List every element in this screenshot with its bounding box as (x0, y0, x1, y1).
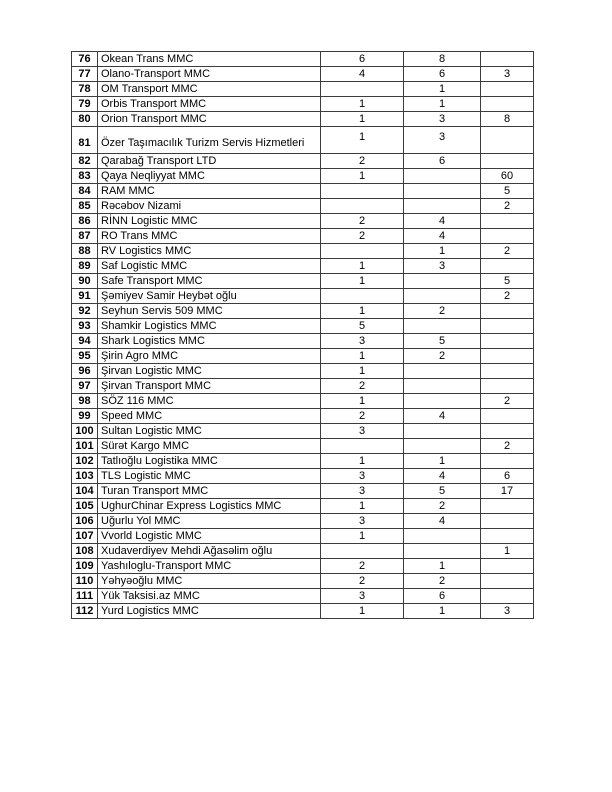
row-number-cell: 96 (72, 364, 98, 379)
row-number-cell: 108 (72, 544, 98, 559)
value-3-cell (481, 154, 534, 169)
company-name-cell: Şirvan Logistic MMC (98, 364, 321, 379)
value-3-cell: 2 (481, 289, 534, 304)
company-name-cell: Rəcəbov Nizami (98, 199, 321, 214)
value-2-cell: 1 (404, 244, 481, 259)
company-name-cell: Vvorld Logistic MMC (98, 529, 321, 544)
company-name-cell: Orion Transport MMC (98, 112, 321, 127)
value-1-cell: 4 (321, 67, 404, 82)
table-row (72, 604, 534, 619)
value-3-cell (481, 97, 534, 112)
company-name-cell: Tatlıoğlu Logistika MMC (98, 454, 321, 469)
value-1-cell: 2 (321, 379, 404, 394)
value-3-cell: 17 (481, 484, 534, 499)
company-name-cell: Okean Trans MMC (98, 52, 321, 67)
company-name-cell: Sultan Logistic MMC (98, 424, 321, 439)
row-number-cell: 99 (72, 409, 98, 424)
table-row (72, 319, 534, 334)
value-1-cell: 1 (321, 304, 404, 319)
row-number-cell: 89 (72, 259, 98, 274)
company-name-cell: Özer Taşımacılık Turizm Servis Hizmetleri (98, 127, 321, 154)
value-2-cell (404, 529, 481, 544)
value-1-cell (321, 439, 404, 454)
row-number-cell: 88 (72, 244, 98, 259)
company-name-cell: TLS Logistic MMC (98, 469, 321, 484)
table-row (72, 484, 534, 499)
row-number-cell: 94 (72, 334, 98, 349)
table-row (72, 229, 534, 244)
value-3-cell: 8 (481, 112, 534, 127)
value-3-cell: 3 (481, 67, 534, 82)
row-number-cell: 112 (72, 604, 98, 619)
value-3-cell (481, 409, 534, 424)
value-1-cell: 1 (321, 454, 404, 469)
table-row (72, 214, 534, 229)
table-row (72, 364, 534, 379)
value-3-cell (481, 454, 534, 469)
table-row (72, 112, 534, 127)
value-2-cell: 6 (404, 154, 481, 169)
value-3-cell (481, 52, 534, 67)
value-2-cell: 3 (404, 259, 481, 274)
value-1-cell: 1 (321, 169, 404, 184)
table-row (72, 544, 534, 559)
value-3-cell (481, 229, 534, 244)
value-2-cell (404, 289, 481, 304)
company-name-cell: SÖZ 116 MMC (98, 394, 321, 409)
value-1-cell: 6 (321, 52, 404, 67)
row-number-cell: 85 (72, 199, 98, 214)
value-2-cell (404, 544, 481, 559)
row-number-cell: 82 (72, 154, 98, 169)
value-1-cell: 5 (321, 319, 404, 334)
value-2-cell (404, 319, 481, 334)
company-name-cell: Uğurlu Yol MMC (98, 514, 321, 529)
value-3-cell: 1 (481, 544, 534, 559)
value-3-cell (481, 514, 534, 529)
value-3-cell (481, 559, 534, 574)
value-3-cell: 2 (481, 199, 534, 214)
table-row (72, 97, 534, 112)
row-number-cell: 100 (72, 424, 98, 439)
value-3-cell: 5 (481, 184, 534, 199)
value-3-cell (481, 82, 534, 97)
value-1-cell (321, 82, 404, 97)
table-row (72, 439, 534, 454)
value-2-cell: 1 (404, 604, 481, 619)
row-number-cell: 103 (72, 469, 98, 484)
value-2-cell: 1 (404, 97, 481, 112)
value-1-cell: 3 (321, 469, 404, 484)
value-2-cell: 4 (404, 469, 481, 484)
value-3-cell: 60 (481, 169, 534, 184)
row-number-cell: 111 (72, 589, 98, 604)
table-row (72, 82, 534, 97)
value-3-cell: 2 (481, 244, 534, 259)
row-number-cell: 93 (72, 319, 98, 334)
value-1-cell: 1 (321, 529, 404, 544)
table-row (72, 127, 534, 154)
value-2-cell (404, 364, 481, 379)
value-3-cell (481, 214, 534, 229)
value-1-cell: 1 (321, 259, 404, 274)
table-row (72, 334, 534, 349)
company-name-cell: RO Trans MMC (98, 229, 321, 244)
company-name-cell: Safe Transport MMC (98, 274, 321, 289)
row-number-cell: 90 (72, 274, 98, 289)
row-number-cell: 77 (72, 67, 98, 82)
value-3-cell (481, 379, 534, 394)
value-2-cell (404, 394, 481, 409)
value-2-cell (404, 184, 481, 199)
row-number-cell: 109 (72, 559, 98, 574)
value-2-cell: 6 (404, 67, 481, 82)
value-2-cell: 5 (404, 484, 481, 499)
row-number-cell: 81 (72, 127, 98, 154)
value-1-cell (321, 544, 404, 559)
table-row (72, 349, 534, 364)
value-1-cell: 1 (321, 604, 404, 619)
row-number-cell: 78 (72, 82, 98, 97)
company-name-cell: RV Logistics MMC (98, 244, 321, 259)
companies-table (71, 51, 534, 619)
company-name-cell: Orbis Transport MMC (98, 97, 321, 112)
value-2-cell: 4 (404, 229, 481, 244)
row-number-cell: 110 (72, 574, 98, 589)
table-row (72, 304, 534, 319)
value-1-cell: 1 (321, 97, 404, 112)
value-3-cell (481, 304, 534, 319)
row-number-cell: 91 (72, 289, 98, 304)
value-3-cell (481, 127, 534, 154)
value-1-cell: 1 (321, 127, 404, 154)
value-3-cell: 3 (481, 604, 534, 619)
table-row (72, 379, 534, 394)
value-1-cell (321, 199, 404, 214)
table-row (72, 169, 534, 184)
row-number-cell: 105 (72, 499, 98, 514)
value-1-cell: 3 (321, 334, 404, 349)
value-2-cell: 3 (404, 127, 481, 154)
row-number-cell: 83 (72, 169, 98, 184)
value-3-cell (481, 589, 534, 604)
table-row (72, 499, 534, 514)
table-row (72, 394, 534, 409)
table-row (72, 199, 534, 214)
value-1-cell: 3 (321, 484, 404, 499)
company-name-cell: Yəhyəoğlu MMC (98, 574, 321, 589)
value-1-cell: 2 (321, 574, 404, 589)
value-3-cell (481, 364, 534, 379)
value-3-cell (481, 259, 534, 274)
value-2-cell: 2 (404, 304, 481, 319)
company-name-cell: Saf Logistic MMC (98, 259, 321, 274)
value-1-cell: 1 (321, 274, 404, 289)
table-row (72, 52, 534, 67)
value-2-cell: 3 (404, 112, 481, 127)
company-name-cell: Yashıloglu-Transport MMC (98, 559, 321, 574)
value-2-cell: 4 (404, 514, 481, 529)
value-1-cell (321, 244, 404, 259)
company-name-cell: Shark Logistics MMC (98, 334, 321, 349)
table-row (72, 154, 534, 169)
value-1-cell: 1 (321, 349, 404, 364)
table-row (72, 184, 534, 199)
value-3-cell (481, 424, 534, 439)
row-number-cell: 95 (72, 349, 98, 364)
company-name-cell: OM Transport MMC (98, 82, 321, 97)
value-3-cell (481, 574, 534, 589)
table-row (72, 409, 534, 424)
company-name-cell: RİNN Logistic MMC (98, 214, 321, 229)
company-name-cell: Shamkir Logistics MMC (98, 319, 321, 334)
value-1-cell: 3 (321, 424, 404, 439)
value-3-cell (481, 349, 534, 364)
value-2-cell (404, 424, 481, 439)
value-1-cell: 2 (321, 559, 404, 574)
row-number-cell: 84 (72, 184, 98, 199)
table-row (72, 454, 534, 469)
companies-table-body (72, 52, 534, 619)
value-2-cell: 6 (404, 589, 481, 604)
value-3-cell (481, 529, 534, 544)
value-1-cell: 3 (321, 514, 404, 529)
value-1-cell: 2 (321, 409, 404, 424)
company-name-cell: Qaya Neqliyyat MMC (98, 169, 321, 184)
company-name-cell: Turan Transport MMC (98, 484, 321, 499)
table-row (72, 529, 534, 544)
company-name-cell: Seyhun Servis 509 MMC (98, 304, 321, 319)
table-row (72, 244, 534, 259)
table-row (72, 469, 534, 484)
table-row (72, 559, 534, 574)
table-row (72, 67, 534, 82)
row-number-cell: 107 (72, 529, 98, 544)
value-1-cell: 2 (321, 214, 404, 229)
value-2-cell: 5 (404, 334, 481, 349)
row-number-cell: 86 (72, 214, 98, 229)
value-2-cell: 1 (404, 454, 481, 469)
row-number-cell: 101 (72, 439, 98, 454)
company-name-cell: RAM MMC (98, 184, 321, 199)
company-name-cell: Sürət Kargo MMC (98, 439, 321, 454)
value-1-cell: 1 (321, 394, 404, 409)
value-2-cell: 1 (404, 559, 481, 574)
value-2-cell: 1 (404, 82, 481, 97)
company-name-cell: Xudaverdiyev Mehdi Ağasəlim oğlu (98, 544, 321, 559)
table-row (72, 424, 534, 439)
company-name-cell: Yurd Logistics MMC (98, 604, 321, 619)
company-name-cell: Speed MMC (98, 409, 321, 424)
value-2-cell: 2 (404, 499, 481, 514)
row-number-cell: 80 (72, 112, 98, 127)
value-1-cell: 1 (321, 112, 404, 127)
table-row (72, 274, 534, 289)
row-number-cell: 87 (72, 229, 98, 244)
value-3-cell (481, 334, 534, 349)
company-name-cell: Şirvan Transport MMC (98, 379, 321, 394)
table-row (72, 589, 534, 604)
company-name-cell: Yük Taksisi.az MMC (98, 589, 321, 604)
value-1-cell: 1 (321, 364, 404, 379)
value-1-cell: 2 (321, 229, 404, 244)
value-2-cell: 2 (404, 574, 481, 589)
value-3-cell: 2 (481, 439, 534, 454)
row-number-cell: 98 (72, 394, 98, 409)
table-row (72, 574, 534, 589)
row-number-cell: 92 (72, 304, 98, 319)
row-number-cell: 104 (72, 484, 98, 499)
value-3-cell: 2 (481, 394, 534, 409)
row-number-cell: 79 (72, 97, 98, 112)
value-1-cell: 1 (321, 499, 404, 514)
row-number-cell: 106 (72, 514, 98, 529)
table-row (72, 259, 534, 274)
value-2-cell: 8 (404, 52, 481, 67)
company-name-cell: UghurChinar Express Logistics MMC (98, 499, 321, 514)
value-2-cell: 2 (404, 349, 481, 364)
value-1-cell (321, 289, 404, 304)
value-1-cell: 2 (321, 154, 404, 169)
value-3-cell (481, 499, 534, 514)
value-1-cell (321, 184, 404, 199)
company-name-cell: Qarabağ Transport LTD (98, 154, 321, 169)
value-3-cell: 6 (481, 469, 534, 484)
company-name-cell: Olano-Transport MMC (98, 67, 321, 82)
row-number-cell: 97 (72, 379, 98, 394)
value-2-cell: 4 (404, 409, 481, 424)
value-2-cell (404, 169, 481, 184)
value-3-cell (481, 319, 534, 334)
value-2-cell (404, 274, 481, 289)
value-1-cell: 3 (321, 589, 404, 604)
value-2-cell (404, 199, 481, 214)
company-name-cell: Şirin Agro MMC (98, 349, 321, 364)
value-2-cell: 4 (404, 214, 481, 229)
table-row (72, 514, 534, 529)
value-3-cell: 5 (481, 274, 534, 289)
row-number-cell: 76 (72, 52, 98, 67)
value-2-cell (404, 439, 481, 454)
company-name-cell: Şəmiyev Samir Heybət oğlu (98, 289, 321, 304)
value-2-cell (404, 379, 481, 394)
row-number-cell: 102 (72, 454, 98, 469)
table-row (72, 289, 534, 304)
